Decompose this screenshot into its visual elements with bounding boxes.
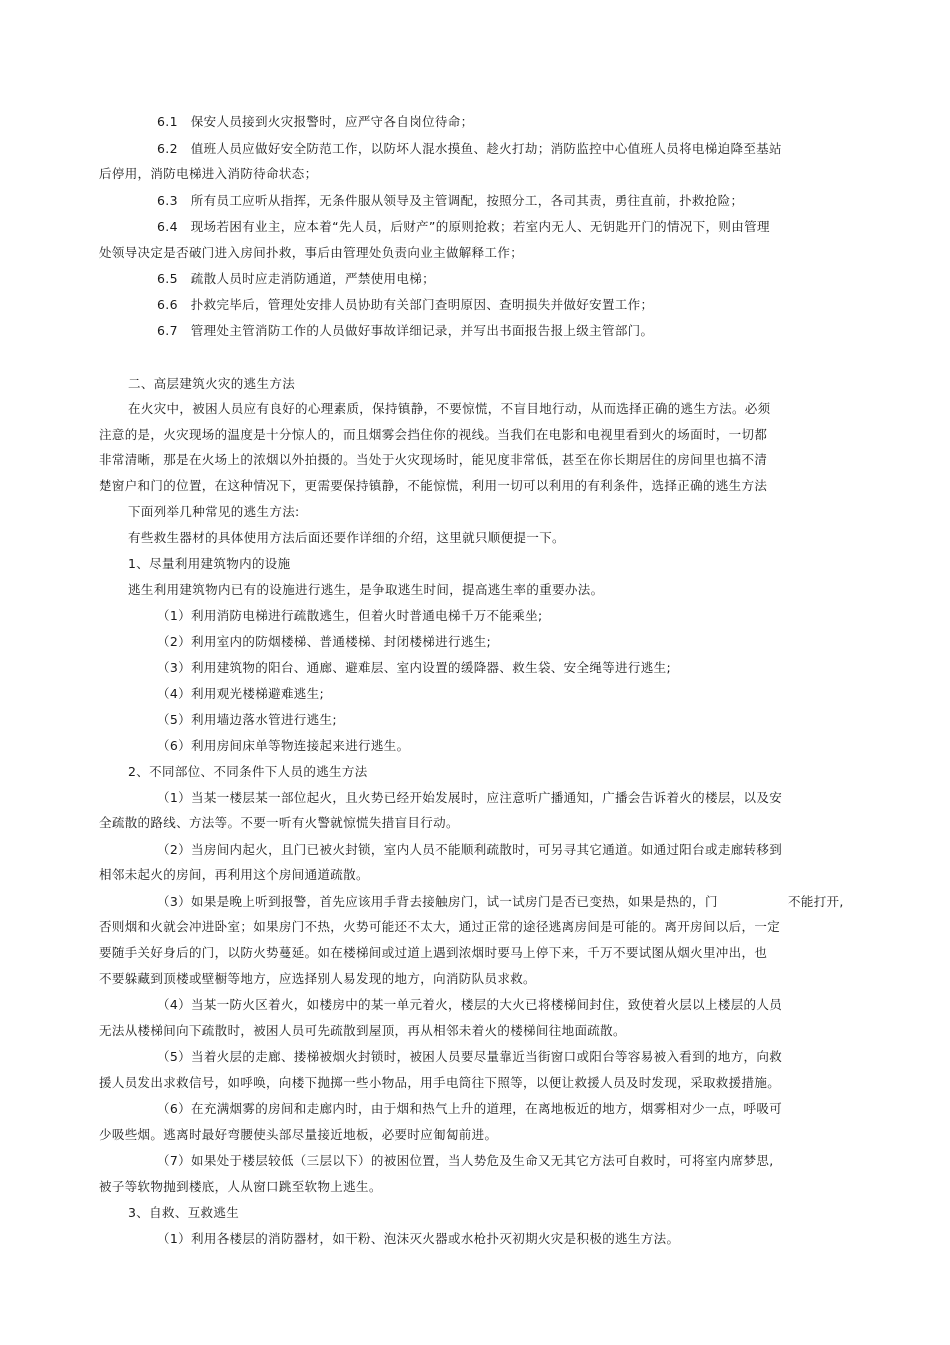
list-item: （4）利用观光楼梯避难逃生; (157, 686, 325, 701)
list-item: （1）利用各楼层的消防器材，如干粉、泡沫灭火器或水枪扑灭初期火灾是积极的逃生方法。 (157, 1231, 680, 1246)
subsection-3-title: 3、自救、互救逃生 (128, 1205, 240, 1220)
body-line: 不要躲藏到顶楼或壁橱等地方，应选择别人易发现的地方，向消防队员求救。 (99, 971, 536, 986)
intro-line-6: 有些救生器材的具体使用方法后面还要作详细的介绍，这里就只顺便提一下。 (128, 530, 565, 545)
body-line: （5）当着火层的走廊、搂梯被烟火封锁时，被困人员要尽量靠近当街窗口或阳台等容易被入看到的地方，向救 (157, 1049, 783, 1064)
body-line: 全疏散的路线、方法等。不要一听有火警就惊慌失措盲目行动。 (99, 815, 459, 830)
subsection-1-intro: 逃生利用建筑物内已有的设施进行逃生，是争取逃生时间，提高逃生率的重要办法。 (128, 582, 604, 597)
body-line: （3）如果是晚上听到报警，首先应该用手背去接触房门，试一试房门是否已变热，如果是热的，门 (157, 894, 718, 909)
subsection-2-title: 2、不同部位、不同条件下人员的逃生方法 (128, 764, 368, 779)
list-item: （1）利用消防电梯进行疏散逃生，但着火时普通电梯千万不能乘坐; (157, 608, 543, 623)
body-line: 援人员发出求救信号，如呼唤，向楼下抛掷一些小物品，用手电筒往下照等，以便让救援人员及时发现，采取救援措施。 (99, 1075, 781, 1090)
text-line-6-2-cont: 后停用，消防电梯进入消防待命状态； (99, 166, 318, 181)
intro-line-2: 注意的是，火灾现场的温度是十分惊人的，而且烟雾会挡住你的视线。当我们在电影和电视里看到火的场面时，一切都 (99, 427, 768, 442)
body-line: （1）当某一楼层某一部位起火，且火势已经开始发展时，应注意听广播通知，广播会告诉着火的楼层，以及安 (157, 790, 783, 805)
body-line: 相邻未起火的房间，再利用这个房间通道疏散。 (99, 867, 369, 882)
text-line-6-7: 6.7 管理处主管消防工作的人员做好事故详细记录，并写出书面报告报上级主管部门。 (157, 323, 654, 338)
intro-line-5: 下面列举几种常见的逃生方法: (128, 504, 300, 519)
text-line-6-3: 6.3 所有员工应听从指挥，无条件服从领导及主管调配，按照分工，各司其责，勇往直前，扑救抢险； (157, 193, 744, 208)
text-line-6-4: 6.4 现场若困有业主，应本着“先人员，后财产”的原则抢救；若室内无人、无钥匙开门的情况下，则由管理 (157, 219, 770, 234)
body-line: 要随手关好身后的门，以防火势蔓延。如在楼梯间或过道上遇到浓烟时要马上停下来，千万不要试图从烟火里冲出，也 (99, 945, 768, 960)
subsection-1-title: 1、尽量利用建筑物内的设施 (128, 556, 291, 571)
body-line: 无法从楼梯间向下疏散时，被困人员可先疏散到屋顶，再从相邻未着火的楼梯间往地面疏散。 (99, 1023, 626, 1038)
body-line: （2）当房间内起火，且门已被火封锁，室内人员不能顺利疏散时，可另寻其它通道。如通过阳台或走廊转移到 (157, 842, 783, 857)
intro-line-4: 楚窗户和门的位置，在这种情况下，更需要保持镇静，不能惊慌，利用一切可以利用的有利条件，选择正确的逃生方法 (99, 478, 768, 493)
text-line-6-4-cont: 处领导决定是否破门进入房间扑救，事后由管理处负责向业主做解释工作； (99, 245, 524, 260)
body-line: （4）当某一防火区着火，如楼房中的某一单元着火，楼层的大火已将楼梯间封住，致使着火层以上楼层的人员 (157, 997, 783, 1012)
text-line-6-6: 6.6 扑救完毕后，管理处安排人员协助有关部门查明原因、查明损失并做好安置工作； (157, 297, 654, 312)
body-line: 少吸些烟。逃离时最好弯腰使头部尽量接近地板，必要时应匍匐前进。 (99, 1127, 498, 1142)
list-item: （3）利用建筑物的阳台、通廊、避难层、室内设置的缓降器、救生袋、安全绳等进行逃生; (157, 660, 672, 675)
body-line: 被子等软物抛到楼底，人从窗口跳至软物上逃生。 (99, 1179, 382, 1194)
body-line: （7）如果处于楼层较低（三层以下）的被困位置，当人势危及生命又无其它方法可自救时，可将室内席梦思, (157, 1153, 774, 1168)
body-line: 否则烟和火就会冲进卧室；如果房门不热，火势可能还不太大，通过正常的途径逃离房间是可能的。离开房间以后，一定 (99, 919, 781, 934)
body-line-tail: 不能打开, (788, 894, 844, 909)
list-item: （5）利用墙边落水管进行逃生; (157, 712, 337, 727)
intro-line-3: 非常清晰，那是在火场上的浓烟以外拍摄的。当处于火灾现场时，能见度非常低，甚至在你长期居住的房间里也搞不清 (99, 452, 768, 467)
text-line-6-2: 6.2 值班人员应做好安全防范工作，以防坏人混水摸鱼、趁火打劫；消防监控中心值班人员将电梯迫降至基站 (157, 141, 782, 156)
list-item: （6）利用房间床单等物连接起来进行逃生。 (157, 738, 410, 753)
intro-line-1: 在火灾中，被困人员应有良好的心理素质，保持镇静，不要惊慌，不盲目地行动，从而选择正确的逃生方法。必须 (128, 401, 771, 416)
list-item: （2）利用室内的防烟楼梯、普通楼梯、封闭楼梯进行逃生; (157, 634, 492, 649)
text-line-6-5: 6.5 疏散人员时应走消防通道，严禁使用电梯； (157, 271, 435, 286)
text-line-6-1: 6.1 保安人员接到火灾报警时，应严守各自岗位待命； (157, 114, 474, 129)
section-heading: 二、高层建筑火灾的逃生方法 (128, 376, 296, 391)
body-line: （6）在充满烟雾的房间和走廊内时，由于烟和热气上升的道理，在离地板近的地方，烟雾相对少一点，呼吸可 (157, 1101, 783, 1116)
